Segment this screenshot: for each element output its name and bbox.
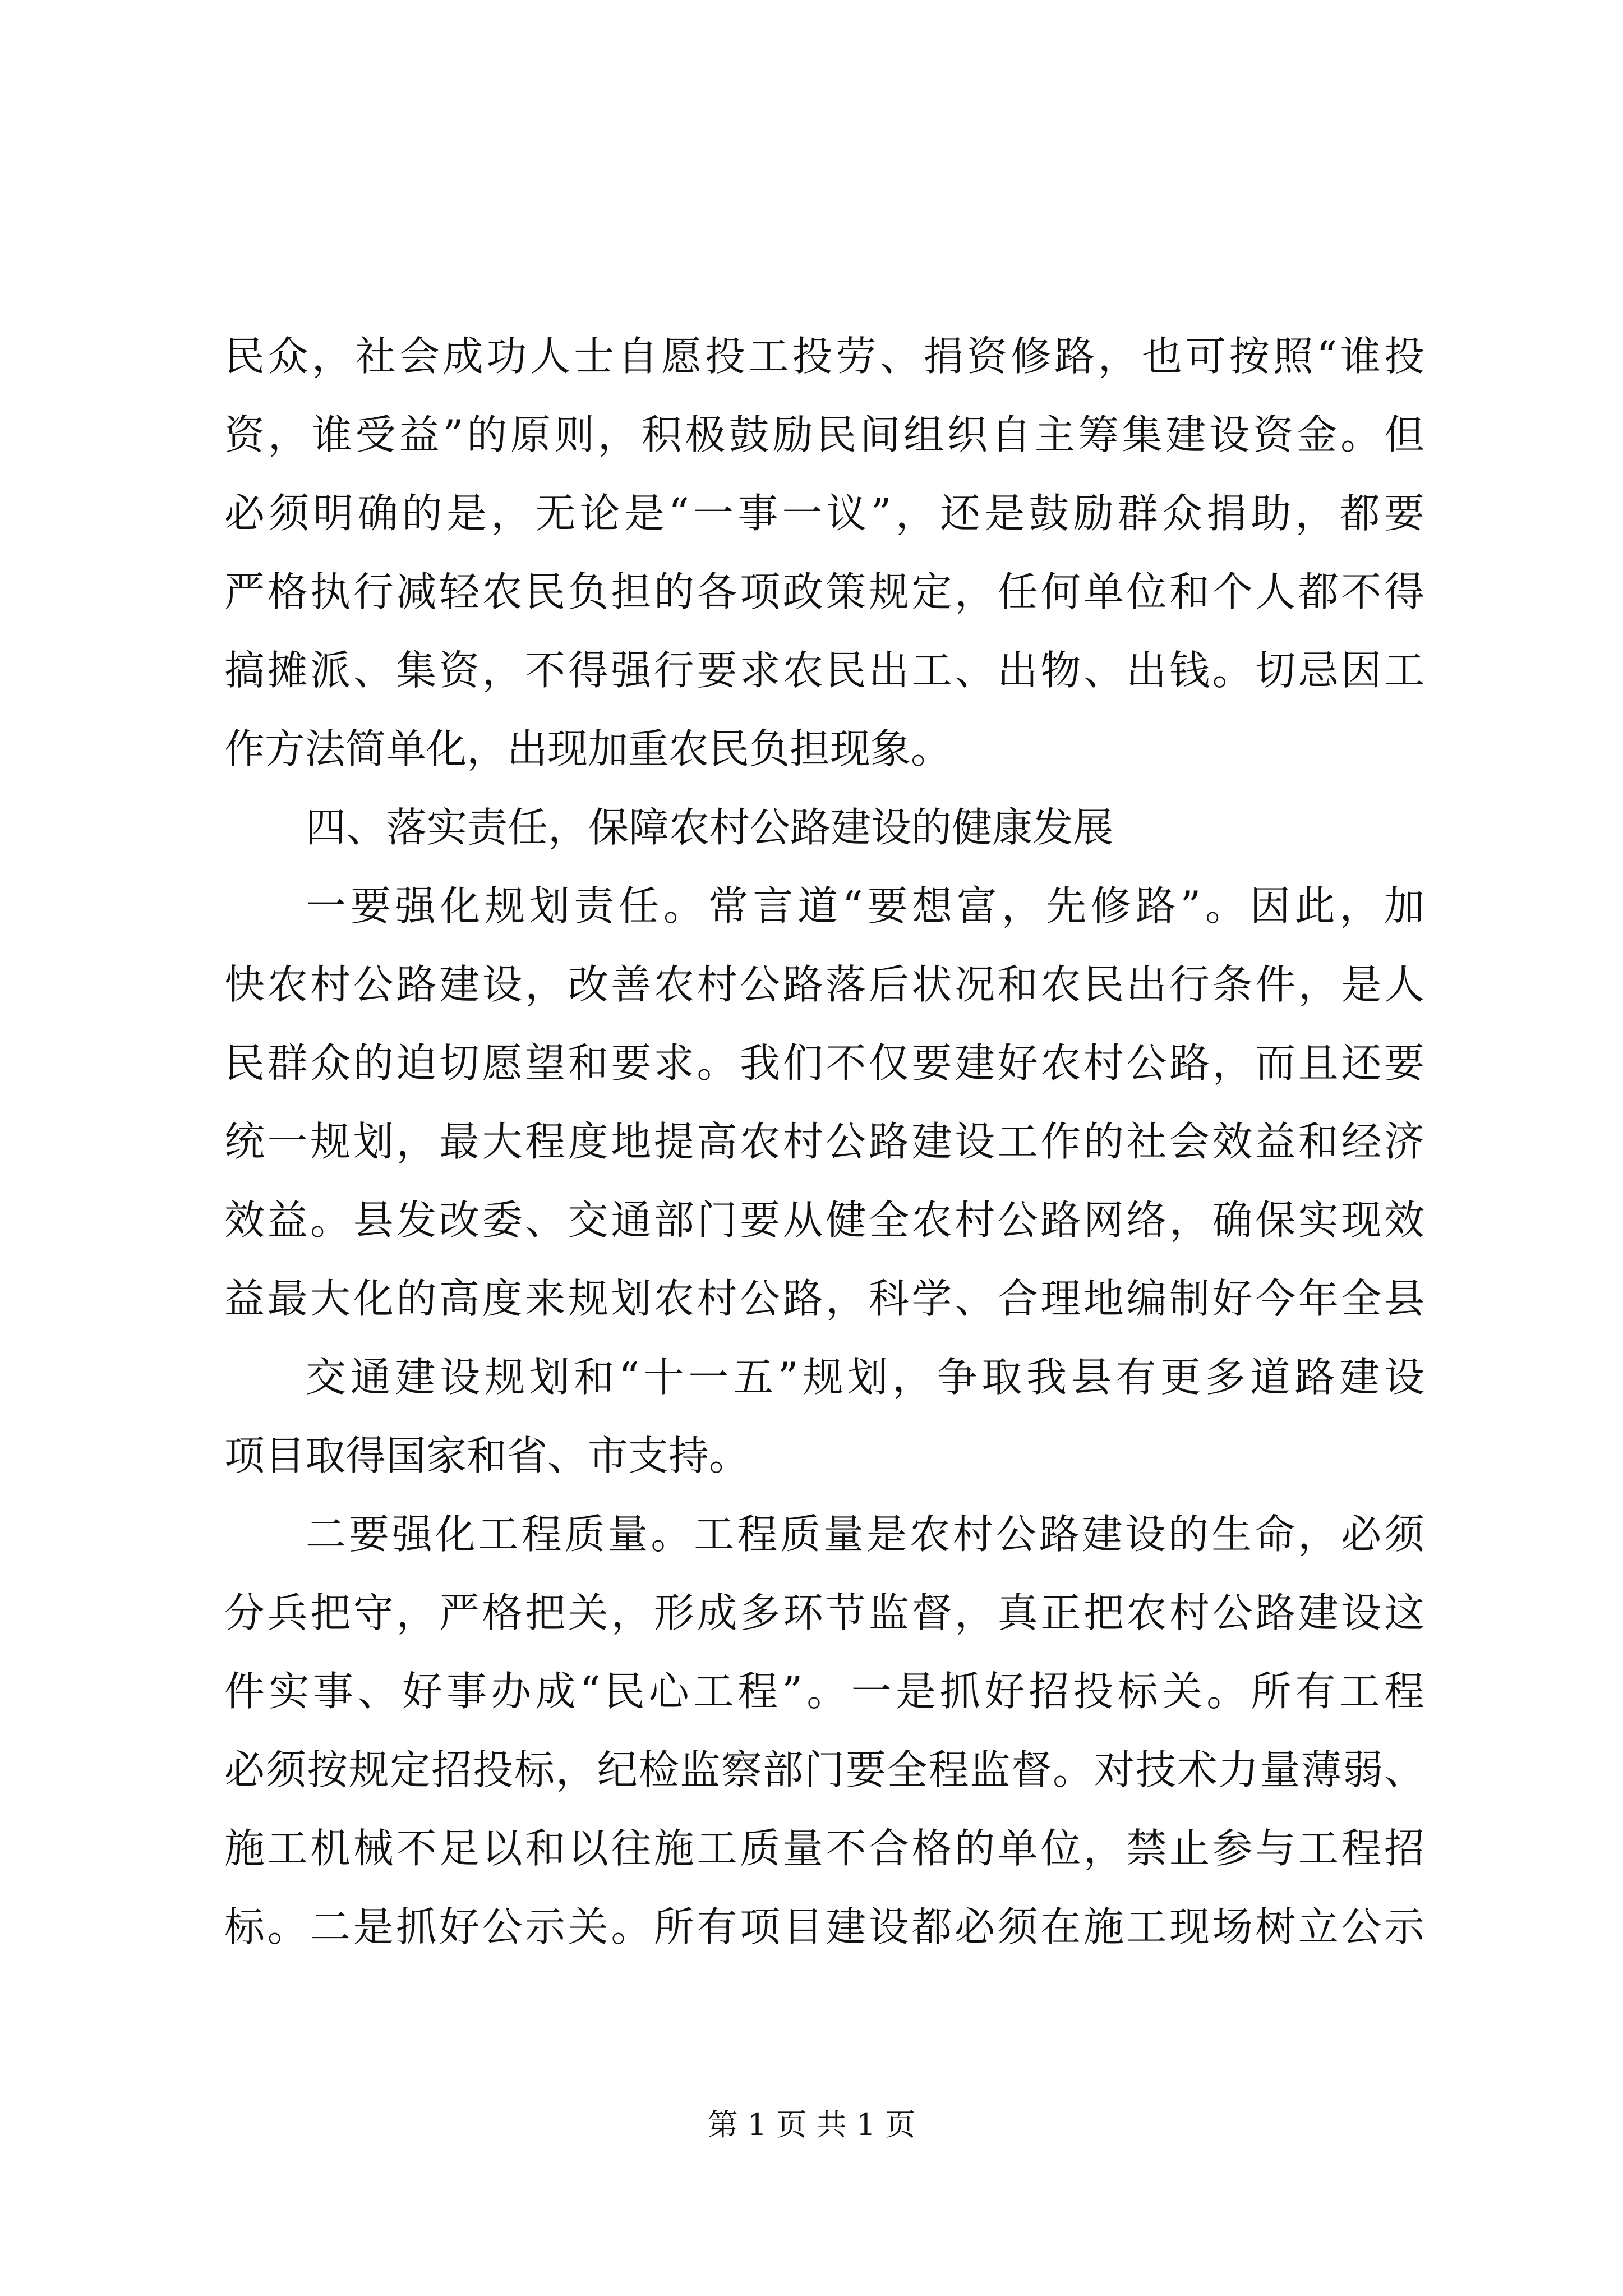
text-line-5: 搞摊派、集资，不得强行要求农民出工、出物、出钱。切忌因工 — [224, 647, 1424, 694]
text-line-20: 施工机械不足以和以往施工质量不合格的单位，禁止参与工程招 — [224, 1825, 1424, 1872]
text-line-2: 资，谁受益”的原则，积极鼓励民间组织自主筹集建设资金。但 — [224, 411, 1424, 458]
text-line-18: 件实事、好事办成“民心工程”。一是抓好招投标关。所有工程 — [224, 1668, 1424, 1715]
section-heading: 四、落实责任，保障农村公路建设的健康发展 — [306, 804, 1114, 851]
text-line-4: 严格执行减轻农民负担的各项政策规定，任何单位和个人都不得 — [224, 568, 1424, 615]
text-line-13: 益最大化的高度来规划农村公路，科学、合理地编制好今年全县 — [224, 1275, 1424, 1322]
text-line-14: 交通建设规划和“十一五”规划，争取我县有更多道路建设 — [306, 1354, 1424, 1401]
text-line-11: 统一规划，最大程度地提高农村公路建设工作的社会效益和经济 — [224, 1118, 1424, 1165]
text-line-19: 必须按规定招投标，纪检监察部门要全程监督。对技术力量薄弱、 — [224, 1746, 1424, 1793]
text-line-9: 快农村公路建设，改善农村公路落后状况和农民出行条件，是人 — [224, 961, 1424, 1008]
text-line-15: 项目取得国家和省、市支持。 — [224, 1432, 750, 1479]
text-line-6: 作方法简单化，出现加重农民负担现象。 — [224, 725, 952, 772]
text-line-3: 必须明确的是，无论是“一事一议”，还是鼓励群众捐助，都要 — [224, 490, 1424, 537]
text-line-16: 二要强化工程质量。工程质量是农村公路建设的生命，必须 — [306, 1511, 1424, 1558]
text-line-17: 分兵把守，严格把关，形成多环节监督，真正把农村公路建设这 — [224, 1589, 1424, 1636]
text-line-12: 效益。县发改委、交通部门要从健全农村公路网络，确保实现效 — [224, 1197, 1424, 1244]
text-line-21: 标。二是抓好公示关。所有项目建设都必须在施工现场树立公示 — [224, 1903, 1424, 1950]
page-footer: 第 1 页 共 1 页 — [707, 2107, 916, 2142]
text-line-1: 民众，社会成功人士自愿投工投劳、捐资修路，也可按照“谁投 — [224, 333, 1424, 380]
text-line-10: 民群众的迫切愿望和要求。我们不仅要建好农村公路，而且还要 — [224, 1039, 1424, 1087]
text-line-8: 一要强化规划责任。常言道“要想富，先修路”。因此，加 — [306, 882, 1424, 930]
